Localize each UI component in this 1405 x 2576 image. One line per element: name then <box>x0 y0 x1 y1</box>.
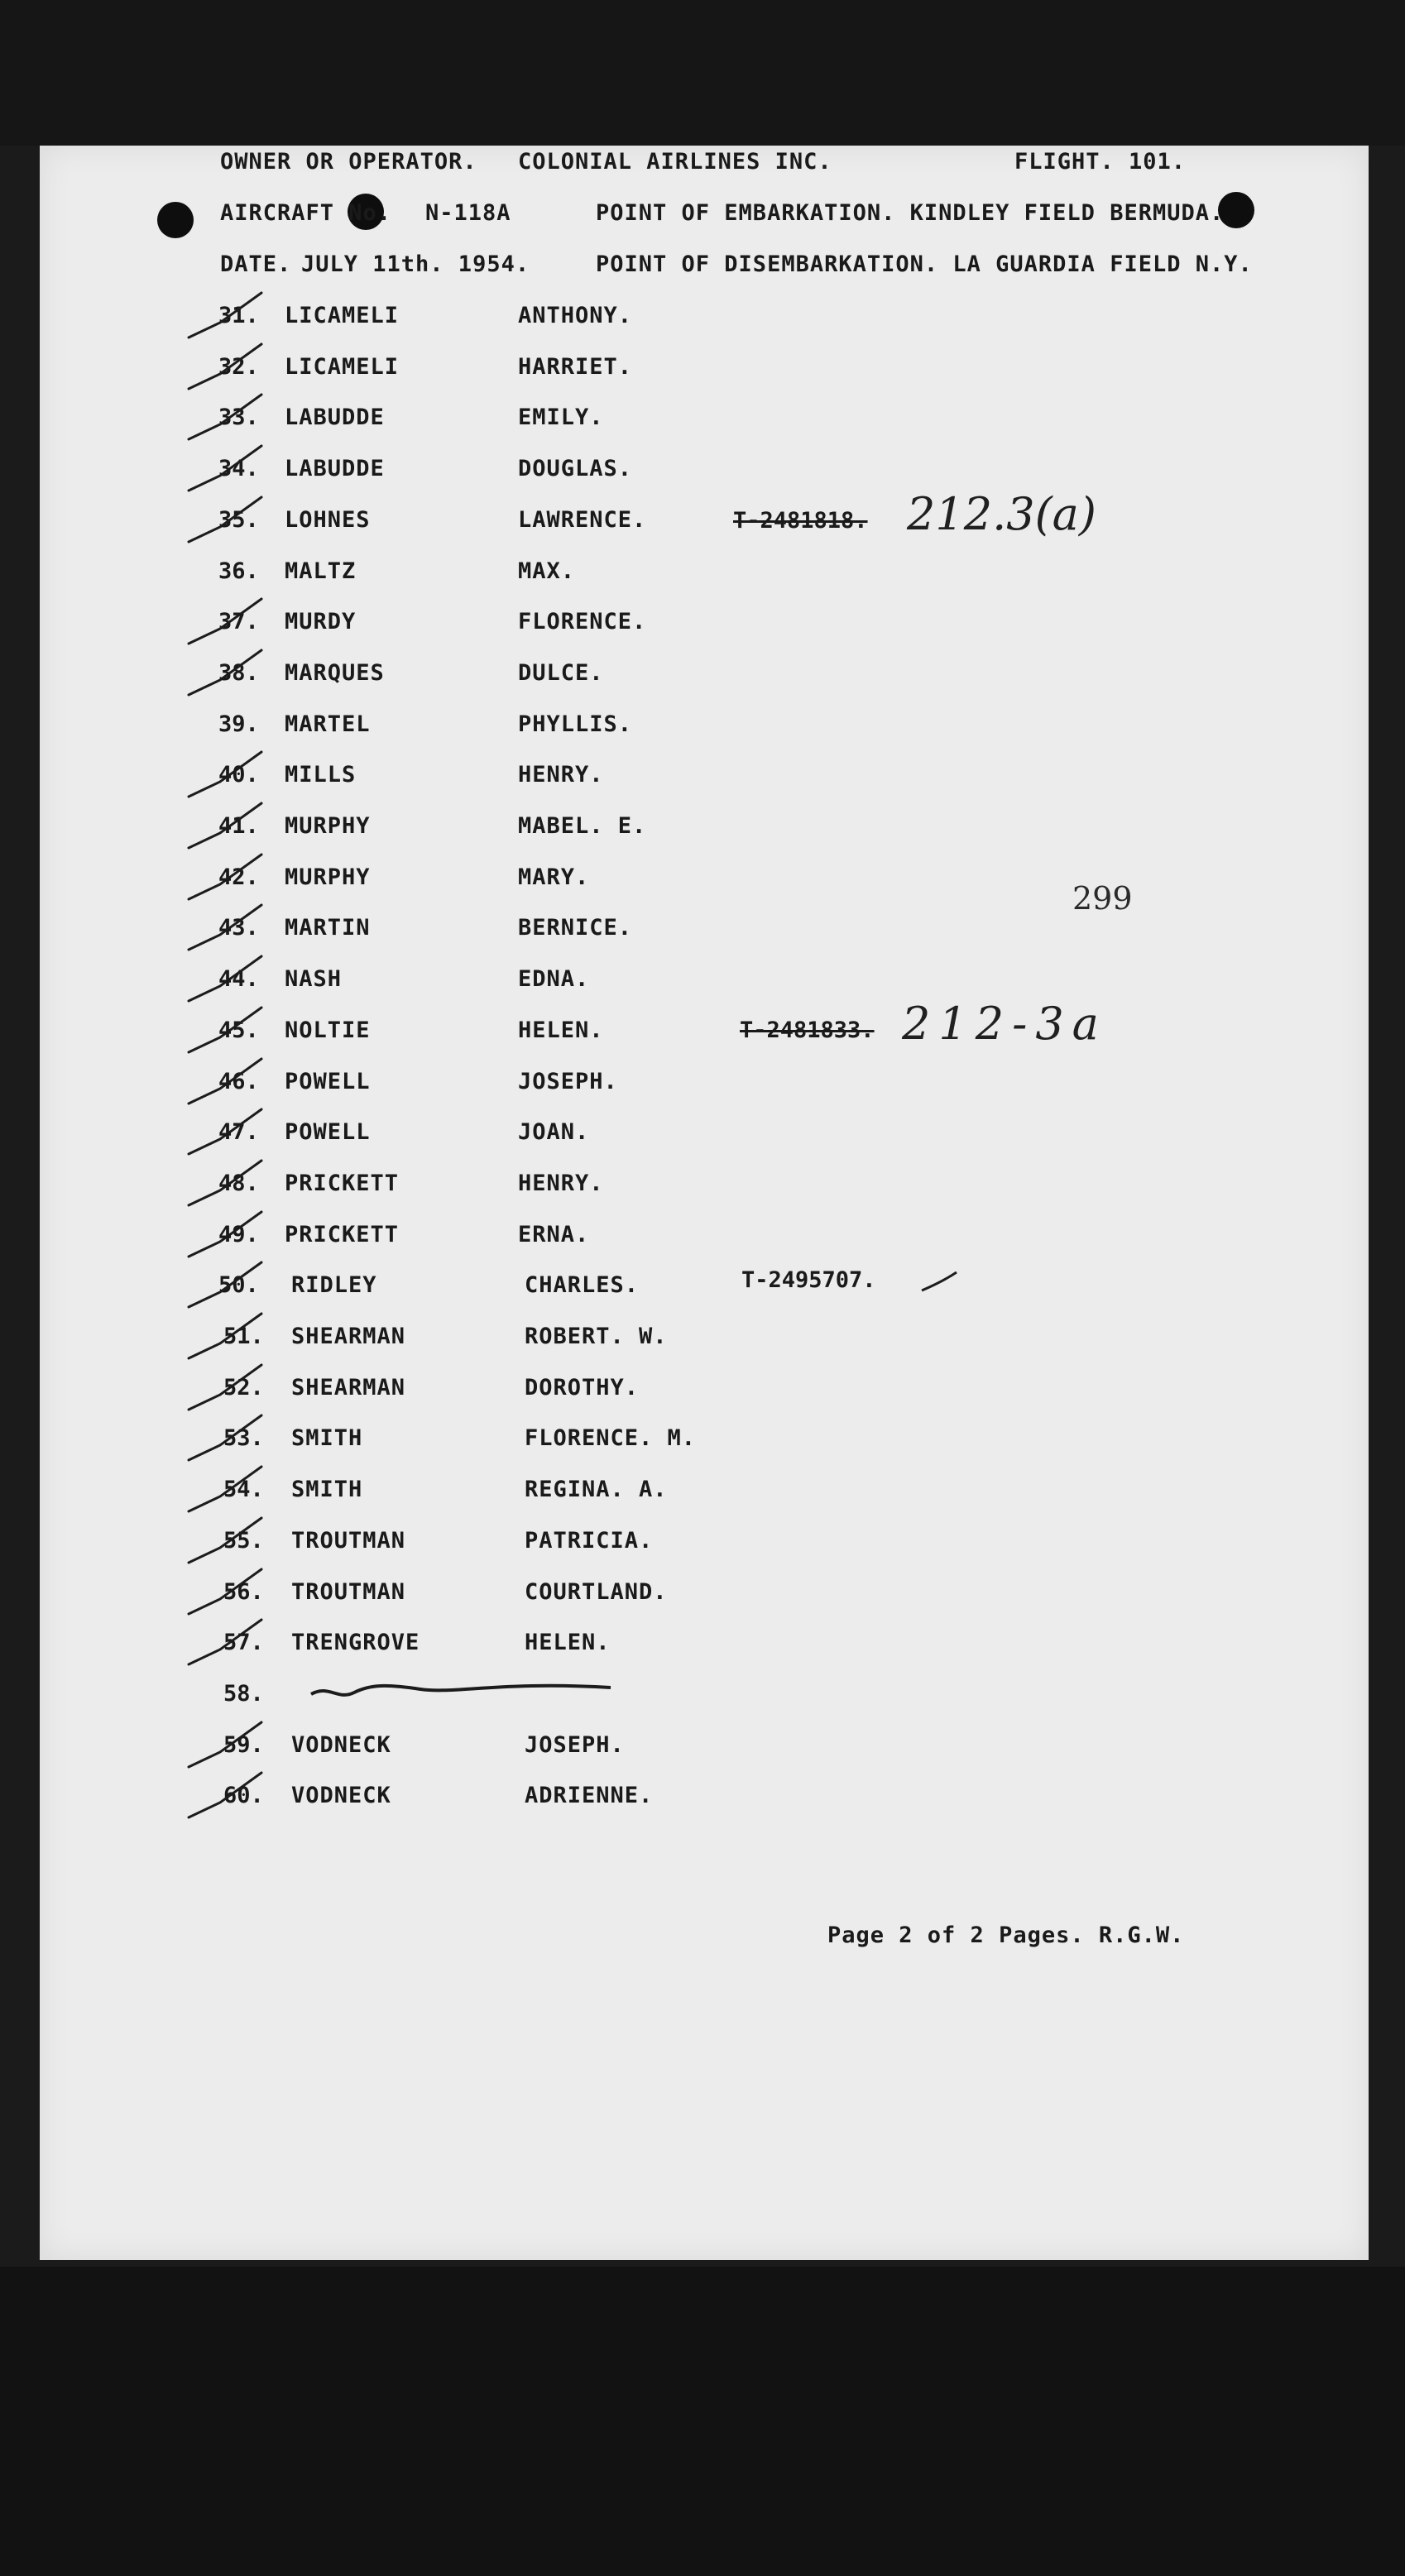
flight-number: FLIGHT. 101. <box>1014 149 1187 175</box>
handwritten-check-marks <box>40 146 1369 2260</box>
passenger-surname: LABUDDE <box>285 456 385 481</box>
passenger-given-name: ROBERT. W. <box>525 1324 668 1349</box>
ticket-number-50: T-2495707. <box>741 1267 876 1293</box>
check-mark <box>189 905 261 950</box>
row-number: 51. <box>223 1324 264 1349</box>
check-mark <box>189 344 261 389</box>
passenger-surname: VODNECK <box>291 1732 391 1758</box>
passenger-given-name: EMILY. <box>518 405 604 430</box>
passenger-surname: SMITH <box>291 1477 363 1502</box>
check-mark <box>189 293 261 338</box>
row-number: 34. <box>218 456 259 481</box>
check-mark <box>189 599 261 644</box>
check-mark <box>189 752 261 797</box>
check-mark <box>189 1262 261 1307</box>
row-number: 38. <box>218 660 259 686</box>
passenger-surname: NOLTIE <box>285 1017 371 1043</box>
passenger-surname: MARQUES <box>285 660 385 686</box>
film-border-top <box>0 0 1405 146</box>
row-number: 44. <box>218 966 259 992</box>
check-mark <box>189 1467 261 1511</box>
row-number: 37. <box>218 609 259 634</box>
passenger-surname: MARTEL <box>285 711 371 737</box>
date-label: DATE. <box>220 251 292 277</box>
row-number: 40. <box>218 762 259 788</box>
check-mark <box>189 1365 261 1410</box>
owner-label: OWNER OR OPERATOR. <box>220 149 477 175</box>
passenger-given-name: FLORENCE. M. <box>525 1425 697 1451</box>
film-border-bottom <box>0 2267 1405 2576</box>
passenger-surname: MARTIN <box>285 915 371 941</box>
disembarkation-point: POINT OF DISEMBARKATION. LA GUARDIA FIELD N.Y. <box>596 251 1253 277</box>
passenger-given-name: FLORENCE. <box>518 609 647 634</box>
passenger-surname: POWELL <box>285 1119 371 1145</box>
handwritten-code-45: 212-3a <box>902 998 1107 1050</box>
passenger-given-name: MAX. <box>518 558 576 584</box>
row-number: 31. <box>218 303 259 328</box>
passenger-given-name: PHYLLIS. <box>518 711 633 737</box>
passenger-surname: MURPHY <box>285 864 371 890</box>
passenger-given-name: DOUGLAS. <box>518 456 633 481</box>
passenger-surname: MILLS <box>285 762 357 788</box>
check-mark <box>189 1415 261 1460</box>
row-number: 52. <box>223 1375 264 1401</box>
row-number: 33. <box>218 405 259 430</box>
passenger-given-name: ANTHONY. <box>518 303 633 328</box>
row-number: 45. <box>218 1017 259 1043</box>
row-number: 32. <box>218 354 259 380</box>
check-mark <box>189 803 261 848</box>
check-mark <box>189 1161 261 1205</box>
row-number: 48. <box>218 1171 259 1196</box>
row-number: 53. <box>223 1425 264 1451</box>
row-number: 54. <box>223 1477 264 1502</box>
row-number: 43. <box>218 915 259 941</box>
passenger-surname: TROUTMAN <box>291 1579 406 1605</box>
check-mark <box>189 1722 261 1767</box>
row-58-scribble <box>311 1686 611 1695</box>
check-mark <box>189 1008 261 1052</box>
passenger-given-name: LAWRENCE. <box>518 507 647 533</box>
passenger-surname: SHEARMAN <box>291 1375 406 1401</box>
row-number: 35. <box>218 507 259 533</box>
passenger-given-name: PATRICIA. <box>525 1528 654 1554</box>
passenger-surname: PRICKETT <box>285 1222 400 1247</box>
row-number: 60. <box>223 1783 264 1808</box>
check-mark <box>189 1212 261 1257</box>
check-mark <box>189 1518 261 1563</box>
check-mark <box>189 446 261 491</box>
aircraft-label: AIRCRAFT No. <box>220 200 392 226</box>
row-number: 41. <box>218 813 259 839</box>
passenger-surname: PRICKETT <box>285 1171 400 1196</box>
passenger-given-name: JOAN. <box>518 1119 590 1145</box>
passenger-given-name: HARRIET. <box>518 354 633 380</box>
ticket-50-check <box>922 1272 957 1290</box>
aircraft-value: N-118A <box>425 200 511 226</box>
passenger-given-name: ERNA. <box>518 1222 590 1247</box>
row-number: 50. <box>218 1272 259 1298</box>
embarkation-point: POINT OF EMBARKATION. KINDLEY FIELD BERMUDA. <box>596 200 1225 226</box>
check-mark <box>189 650 261 695</box>
check-mark <box>189 956 261 1001</box>
row-number: 49. <box>218 1222 259 1247</box>
row-number: 42. <box>218 864 259 890</box>
row-number: 59. <box>223 1732 264 1758</box>
passenger-given-name: BERNICE. <box>518 915 633 941</box>
passenger-given-name: MABEL. E. <box>518 813 647 839</box>
page-footer: Page 2 of 2 Pages. R.G.W. <box>827 1922 1185 1948</box>
passenger-given-name: HENRY. <box>518 1171 604 1196</box>
check-mark <box>189 497 261 542</box>
passenger-surname: LOHNES <box>285 507 371 533</box>
passenger-given-name: HENRY. <box>518 762 604 788</box>
check-mark <box>189 1773 261 1817</box>
row-number: 39. <box>218 711 259 737</box>
passenger-given-name: REGINA. A. <box>525 1477 668 1502</box>
passenger-given-name: JOSEPH. <box>518 1069 618 1094</box>
page-stamp: 299 <box>1072 880 1133 917</box>
date-value: JULY 11th. 1954. <box>301 251 530 277</box>
passenger-surname: MURDY <box>285 609 357 634</box>
passenger-given-name: HELEN. <box>518 1017 604 1043</box>
passenger-surname: MURPHY <box>285 813 371 839</box>
passenger-surname: RIDLEY <box>291 1272 377 1298</box>
passenger-given-name: HELEN. <box>525 1630 611 1655</box>
handwritten-code-35: 212.3(a) <box>907 488 1096 540</box>
row-number: 55. <box>223 1528 264 1554</box>
row-number: 47. <box>218 1119 259 1145</box>
passenger-given-name: JOSEPH. <box>525 1732 625 1758</box>
check-mark <box>189 855 261 899</box>
passenger-surname: LICAMELI <box>285 354 400 380</box>
passenger-given-name: CHARLES. <box>525 1272 640 1298</box>
check-mark <box>189 1059 261 1104</box>
row-number: 36. <box>218 558 259 584</box>
row-number: 46. <box>218 1069 259 1094</box>
owner-value: COLONIAL AIRLINES INC. <box>518 149 832 175</box>
passenger-surname: TROUTMAN <box>291 1528 406 1554</box>
manifest-page <box>40 146 1369 2260</box>
ticket-number-45: T-2481833. <box>740 1017 875 1043</box>
passenger-surname: LICAMELI <box>285 303 400 328</box>
row-number: 57. <box>223 1630 264 1655</box>
row-number: 58. <box>223 1681 264 1707</box>
check-mark <box>189 1109 261 1154</box>
passenger-surname: MALTZ <box>285 558 357 584</box>
passenger-surname: VODNECK <box>291 1783 391 1808</box>
passenger-surname: NASH <box>285 966 343 992</box>
passenger-given-name: ADRIENNE. <box>525 1783 654 1808</box>
row-number: 56. <box>223 1579 264 1605</box>
passenger-given-name: EDNA. <box>518 966 590 992</box>
check-mark <box>189 1569 261 1614</box>
passenger-surname: POWELL <box>285 1069 371 1094</box>
passenger-given-name: COURTLAND. <box>525 1579 668 1605</box>
check-mark <box>189 1620 261 1664</box>
passenger-surname: TRENGROVE <box>291 1630 420 1655</box>
passenger-surname: SMITH <box>291 1425 363 1451</box>
check-mark <box>189 395 261 439</box>
passenger-given-name: MARY. <box>518 864 590 890</box>
check-mark <box>189 1314 261 1358</box>
passenger-surname: SHEARMAN <box>291 1324 406 1349</box>
passenger-given-name: DULCE. <box>518 660 604 686</box>
passenger-surname: LABUDDE <box>285 405 385 430</box>
passenger-given-name: DOROTHY. <box>525 1375 640 1401</box>
ticket-number-35: T-2481818. <box>733 508 868 534</box>
